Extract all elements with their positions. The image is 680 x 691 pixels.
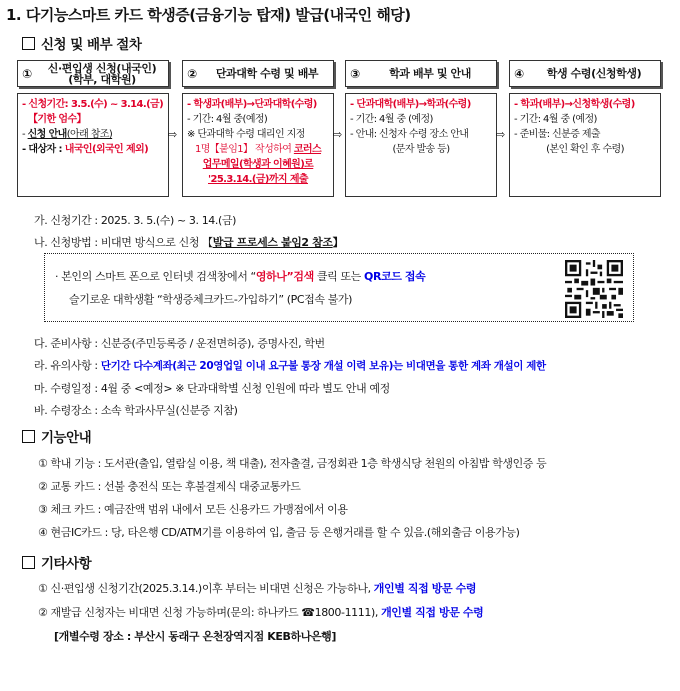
step-2-header: ② 단과대학 수령 및 배부 <box>182 60 334 87</box>
step-1-body: - 신청기간: 3.5.(수) ~ 3.14.(금) 【기한 엄수】 - 신청 안내(아래 참조) - 대상자 : 내국인(외국인 제외) <box>17 93 169 197</box>
procedure-flow <box>17 60 667 200</box>
qr-code-icon[interactable] <box>565 260 623 318</box>
section-heading-functions: 기능안내 <box>22 426 91 446</box>
item-ga: 가. 신청기간 : 2025. 3. 5.(수) ~ 3. 14.(금) <box>34 214 237 227</box>
checkbox-square-icon <box>22 430 35 443</box>
box-line-1: · 본인의 스마트 폰으로 인터넷 검색창에서 “영하나”검색 클릭 또는 QR코드 접속 <box>55 270 426 283</box>
document-title: 1. 다기능스마트 카드 학생증(금융기능 탑재) 발급(내국인 해당) <box>6 6 411 24</box>
step-3-body: - 단과대학(배부)→학과(수령) - 기간: 4월 중 (예정) - 안내: 신청자 수령 장소 안내 (문자 발송 등) <box>345 93 497 197</box>
step-3 <box>345 60 497 197</box>
function-item: ② 교통 카드 : 선불 충전식 또는 후불결제식 대중교통카드 <box>38 480 301 493</box>
box-line-2: 슬기로운 대학생활 “학생증체크카드-가입하기” (PC접속 불가) <box>69 293 353 306</box>
item-na: 나. 신청방법 : 비대면 방식으로 신청 【발급 프로세스 붙임2 참조】 <box>34 236 344 249</box>
step-1 <box>17 60 169 197</box>
etc-item-2: ② 재발급 신청자는 비대면 신청 가능하며(문의: 하나카드 ☎1800-1111), 개인별 직접 방문 수령 <box>38 606 484 619</box>
checkbox-square-icon <box>22 556 35 569</box>
function-item: ④ 현금IC카드 : 당, 타은행 CD/ATM기를 이용하여 입, 출금 등 은행거래를 할 수 있음.(해외출금 이용가능) <box>38 526 520 539</box>
step-4 <box>509 60 661 197</box>
step-3-header: ③ 학과 배부 및 안내 <box>345 60 497 87</box>
step-4-header: ④ 학생 수령(신청학생) <box>509 60 661 87</box>
checkbox-square-icon <box>22 37 35 50</box>
function-item: ③ 체크 카드 : 예금잔액 범위 내에서 모든 신용카드 가맹점에서 이용 <box>38 503 348 516</box>
step-4-body: - 학과(배부)→신청학생(수령) - 기간: 4월 중 (예정) - 준비물: 신분증 제출 (본인 확인 후 수령) <box>509 93 661 197</box>
item-ba: 바. 수령장소 : 소속 학과사무실(신분증 지참) <box>34 404 238 417</box>
step-2 <box>182 60 334 197</box>
section-heading-etc: 기타사항 <box>22 552 91 572</box>
item-ra: 라. 유의사항 : 단기간 다수계좌(최근 20영업일 이내 요구불 통장 개설 이력 보유)는 비대면을 통한 계좌 개설이 제한 <box>34 359 546 372</box>
arrow-icon: ⇨ <box>168 128 178 141</box>
section-heading-procedure: 신청 및 배부 절차 <box>22 33 141 53</box>
app-instruction-box <box>44 253 634 322</box>
pickup-location: [개별수령 장소 : 부산시 동래구 온천장역지점 KEB하나은행] <box>54 630 337 643</box>
etc-item-1: ① 신·편입생 신청기간(2025.3.14.)이후 부터는 비대면 신청은 가능하나, 개인별 직접 방문 수령 <box>38 582 477 595</box>
arrow-icon: ⇨ <box>333 128 343 141</box>
step-1-header: ① 신·편입생 신청(내국인) (학부, 대학원) <box>17 60 169 87</box>
item-ma: 마. 수령일정 : 4월 중 <예정> ※ 단과대학별 신청 인원에 따라 별도 안내 예정 <box>34 382 390 395</box>
arrow-icon: ⇨ <box>496 128 506 141</box>
step-2-body: - 학생과(배부)→단과대학(수령) - 기간: 4월 중(예정) ※ 단과대학 수령 대리인 지정 1명【붙임1】 작성하여 코러스 업무메일(학생과 이혜원)로 '25.3.14.(금)까지 제출 <box>182 93 334 197</box>
item-da: 다. 준비사항 : 신분증(주민등록증 / 운전면허증), 증명사진, 학번 <box>34 337 325 350</box>
function-item: ① 학내 기능 : 도서관(출입, 열람실 이용, 책 대출), 전자출결, 금정회관 1층 학생식당 천원의 아침밥 학생인증 등 <box>38 457 547 470</box>
